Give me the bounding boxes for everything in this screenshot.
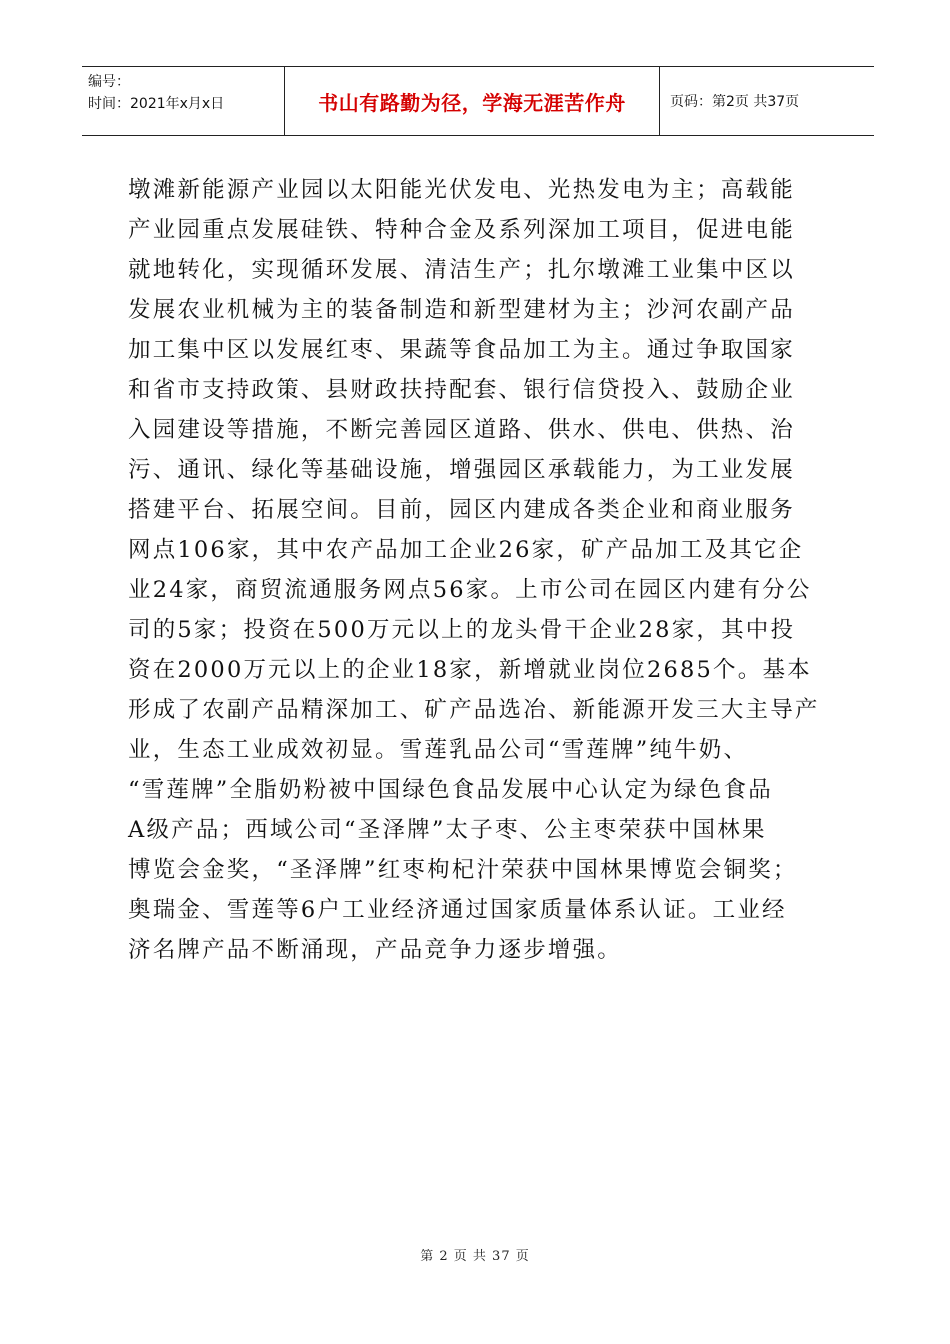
body-line: 加工集中区以发展红枣、果蔬等食品加工为主。通过争取国家 [128,337,795,363]
body-line: 产业园重点发展硅铁、特种合金及系列深加工项目，促进电能 [128,217,795,243]
page-header [82,66,874,136]
body-line: 司的5家；投资在500万元以上的龙头骨干企业28家，其中投 [128,617,796,643]
body-line: 污、通讯、绿化等基础设施，增强园区承载能力，为工业发展 [128,457,795,483]
body-line: 业，生态工业成效初显。雪莲乳品公司“雪莲牌”纯牛奶、 [128,737,749,763]
body-line: 业24家，商贸流通服务网点56家。上市公司在园区内建有分公 [128,577,812,603]
header-page-info: 页码：第2页 共37页 [670,94,800,110]
body-line: 墩滩新能源产业园以太阳能光伏发电、光热发电为主；高载能 [128,177,795,203]
body-line: 济名牌产品不断涌现，产品竞争力逐步增强。 [128,937,623,963]
date-label: 时间：2021年x月x日 [88,96,225,112]
body-line: 网点106家，其中农产品加工企业26家，矿产品加工及其它企 [128,537,804,563]
page-footer: 第 2 页 共 37 页 [420,1249,530,1264]
body-line: 奥瑞金、雪莲等6户工业经济通过国家质量体系认证。工业经 [128,897,787,923]
body-line: 博览会金奖，“圣泽牌”红枣枸杞汁荣获中国林果博览会铜奖； [128,857,798,883]
document-body [128,170,836,970]
body-line: 搭建平台、拓展空间。目前，园区内建成各类企业和商业服务 [128,497,795,523]
body-line: 资在2000万元以上的企业18家，新增就业岗位2685个。基本 [128,657,812,683]
number-label: 编号： [88,74,130,90]
header-meta [82,67,285,135]
header-motto: 书山有路勤为径，学海无涯苦作舟 [285,67,660,135]
body-line: 入园建设等措施，不断完善园区道路、供水、供电、供热、治 [128,417,795,443]
body-line: “雪莲牌”全脂奶粉被中国绿色食品发展中心认定为绿色食品 [128,777,773,803]
body-line: 发展农业机械为主的装备制造和新型建材为主；沙河农副产品 [128,297,795,323]
body-line: 形成了农副产品精深加工、矿产品选冶、新能源开发三大主导产 [128,697,820,723]
body-line: 和省市支持政策、县财政扶持配套、银行信贷投入、鼓励企业 [128,377,795,403]
body-line: 就地转化，实现循环发展、清洁生产；扎尔墩滩工业集中区以 [128,257,795,283]
body-line: A级产品；西域公司“圣泽牌”太子枣、公主枣荣获中国林果 [128,817,767,843]
